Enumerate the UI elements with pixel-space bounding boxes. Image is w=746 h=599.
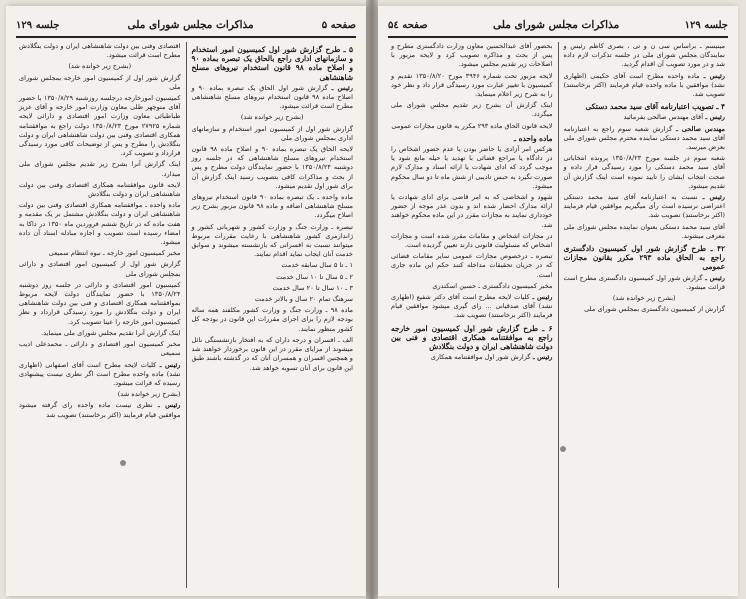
paragraph-text: گزارش شور اول از کمیسیون امور خارجه بمجلس شورای ملی bbox=[19, 73, 181, 91]
left-page-left-column bbox=[14, 42, 186, 588]
left-page-right-column bbox=[187, 42, 359, 588]
speaker-label: رئیس ـ bbox=[702, 273, 725, 282]
paragraph-text: گزارش شعبه سوم راجع به اعتبارنامه آقای سید محمد دستکی نماینده محترم مجلس شورای ملی بعرض میرسد. bbox=[563, 124, 725, 152]
paragraph-text: گزارش از کمیسیون دادگستری بمجلس شورای ملی bbox=[584, 305, 725, 314]
paragraph bbox=[192, 125, 354, 143]
paragraph-text: ۱ ـ تا ۵ سال سابقه خدمت bbox=[281, 261, 353, 270]
book-gutter bbox=[366, 0, 378, 599]
paragraph bbox=[391, 353, 553, 362]
paragraph bbox=[192, 273, 354, 282]
paragraph-text: کلیات لایحه مطرح است آقای دکتر شفیع (اظهاری نشد) آقای صدقیانی ... رای گیری میشود موافقین قیام فرمایند (اکثر برخاستند) تصویب شد. bbox=[391, 293, 553, 320]
left-page bbox=[6, 6, 366, 596]
paragraph bbox=[391, 293, 553, 321]
paragraph bbox=[564, 223, 726, 241]
paragraph-text: ۶ ـ طرح گزارش شور اول کمیسیون امور خارجه راجع به موافقتنامه همکاری اقتصادی و فنی بین دولت شاهنشاهی ایران و دولت بنگلادش bbox=[391, 323, 553, 352]
paragraph bbox=[391, 282, 553, 291]
speaker-label: رئیس ـ bbox=[152, 401, 181, 410]
paragraph bbox=[19, 281, 181, 327]
paragraph bbox=[19, 401, 181, 419]
ink-blot bbox=[120, 460, 126, 466]
paragraph bbox=[391, 193, 553, 230]
paragraph-text: گزارش شور اول موافقتنامه همکاری bbox=[430, 353, 531, 362]
paragraph-text: اقتصادی وفنی بین دولت شاهنشاهی ایران و دولت بنگلادش مطرح است قرائت میشود. bbox=[19, 42, 181, 60]
paragraph bbox=[391, 72, 553, 100]
right-page-number: صفحه ۵٤ bbox=[388, 19, 428, 31]
paragraph bbox=[564, 72, 726, 100]
left-page-title: مذاکرات مجلس شورای ملی bbox=[127, 19, 254, 31]
paragraph bbox=[192, 223, 354, 260]
paragraph-text: لایحه مزبور تحت شماره ۳۹۴۶ مورخ ۱۳۵۰/۸/۲۰ تقدیم و کمیسیون با تغییر عبارت مورد رسیدگی قرار داد و نظر خود را به شرح زیر اعلام مینماید. bbox=[391, 71, 553, 99]
right-page-session: جلسه ۱۲۹ bbox=[684, 19, 728, 31]
paragraph-text: مخبر کمیسیون دادگستری ـ حسین اسکندری bbox=[432, 281, 553, 290]
paragraph bbox=[19, 42, 181, 60]
paragraph bbox=[192, 193, 354, 221]
speaker-label: رئیس ـ bbox=[699, 71, 725, 80]
paragraph-text: در مجازات اشخاص و مقامات مقرر شده است و مجازات اشخاص که مسئولیت قانونی دارند تعیین گردیده است. bbox=[391, 231, 553, 250]
right-page bbox=[378, 6, 738, 596]
paragraph-text: مخبر کمیسیون امور اقتصادی و دارائی ـ محمدعلی ادیب سمیعی bbox=[19, 340, 181, 358]
paragraph bbox=[564, 274, 726, 292]
section-heading bbox=[564, 102, 726, 111]
paragraph bbox=[391, 122, 553, 131]
paragraph bbox=[564, 125, 726, 153]
paragraph bbox=[192, 336, 354, 373]
section-heading bbox=[192, 45, 354, 82]
paragraph-text: کمیسیون امورخارجه درجلسه روزشنبه ۱۳۵۰/۸/۲۹ با حضور آقای منوچهر ظلی معاون وزارت امور خارجه و آقای عزیز طباطبائی معاون وزارت امور اقتصادی و دارائی لایحه شماره ۲۷۹۲۵ مورخ ۱۳۵۰/۸/۲۳ دولت راجع به موافقتنامه همکاری اقتصادی وفنی بین دولت شاهنشاهی ایران و دولت بنگلادش را مطرح و پس از توضیحات کافی مورد رسیدگی قرارداد و تصویب کرد. bbox=[19, 94, 181, 158]
paragraph bbox=[391, 232, 553, 250]
paragraph bbox=[192, 295, 354, 304]
paragraph-text: ۴ ـ تصویب اعتبارنامه آقای سید محمد دستکی bbox=[585, 102, 725, 112]
paragraph-text: تبصره ـ وزارت جنگ و وزارت کشور و شهربانی کشور و ژاندارمری کشور شاهنشاهی با رعایت مقررات مربوط میتوانند نسبت به افسرانی که بازنشسته میشوند و سوابق خدمت آنان ایجاب نماید اقدام نمایند. bbox=[191, 222, 353, 259]
section-heading bbox=[564, 244, 726, 272]
speaker-label: رئیس ـ bbox=[697, 193, 725, 202]
paragraph-text: هرکس امر آزادی یا حاضر بودن یا عدم حضور اشخاص را در دادگاه یا مراجع قضائی با تهدید یا حیله مانع شود یا موجب گردد که ادای شهادت یا ارائه اسناد و مدارک لازم صورت نگیرد به حبس تادیبی از شش ماه تا دو سال محکوم میشود. bbox=[391, 145, 553, 190]
paragraph-text: گزارش شور اول از کمیسیون امور استخدام و سازمانهای اداری بمجلس شورای ملی bbox=[191, 124, 353, 142]
paragraph bbox=[19, 181, 181, 199]
paragraph bbox=[19, 74, 181, 92]
paragraph bbox=[19, 94, 181, 158]
paragraph-text: ماده واحده ـ موافقتنامه همکاری اقتصادی وفنی بین دولت شاهنشاهی ایران و دولت بنگلادش مشتمل بر یک مقدمه و هفت ماده که در تاریخ ششم فروردین ماه ۱۳۵۰ در داکا به امضاء رسیده است تصویب و اجازه مبادله اسناد آن داده میشود. bbox=[19, 201, 181, 247]
paragraph-text: (بشرح زیر خوانده شد) bbox=[612, 294, 676, 303]
right-page-left-column bbox=[386, 42, 558, 588]
paragraph bbox=[19, 329, 181, 338]
section-heading bbox=[391, 134, 553, 143]
paragraph-text: نظری نیست ماده واحده رای گرفته میشود موافقین قیام فرمایند (اکثر برخاستند) تصویب شد bbox=[19, 401, 181, 419]
paragraph bbox=[391, 101, 553, 119]
paragraph-text: لایحه الحاق یک تبصره بماده ۹۰ و اصلاح ماده ۹۸ قانون استخدام نیروهای مسلح شاهنشاهی که در جلسه روز دوشنبه ۱۳۵۰/۸/۲۴ با حضور نمایندگان دولت مطرح و پس از بحث و مذاکرات کافی بتصویب رسید اینک گزارش آن برای شور اول تقدیم میشود. bbox=[191, 145, 354, 190]
paragraph bbox=[564, 113, 726, 122]
paragraph-text: نسبت به اعتبارنامه آقای سید محمد دستکی اعتراضی نرسیده است رأی میگیریم موافقین قیام فرمایند (اکثر برخاستند) تصویب شد. bbox=[563, 193, 725, 220]
section-heading bbox=[391, 324, 553, 352]
paragraph-text: تبصره ـ درخصوص مجازات عمومی سایر مقامات قضائی که در جریان تحقیقات مداخله کنند حکم این ماده جاری است. bbox=[391, 252, 553, 279]
paragraph bbox=[19, 361, 181, 389]
paragraph-text: (بشرح زیر خوانده شد) bbox=[68, 62, 132, 71]
paragraph-text: (بشرح زیر خوانده شد) bbox=[240, 113, 304, 122]
stage-note bbox=[192, 113, 354, 122]
paragraph bbox=[19, 340, 181, 358]
paragraph-text: لایحه قانون موافقتنامه همکاری اقتصادی وفنی بین دولت شاهنشاهی ایران و دولت بنگلادش bbox=[19, 180, 181, 199]
stage-note bbox=[564, 294, 726, 303]
paragraph-text: مینیسم ـ براساس سی ن و تی ، بصری کاظم رئیس و نمایندگان مجلس شورای ملی در جلسه تذکرات لازم داده شد و در مورد تصویب آن اقدام گردید. bbox=[563, 42, 725, 69]
paragraph bbox=[192, 261, 354, 270]
paragraph-text: ۳ ـ ۱۰ سال تا ۲۰ سال خدمت bbox=[272, 283, 353, 292]
paragraph-text: سرهنگ تمام ۲۰ سال و بالاتر خدمت bbox=[254, 295, 353, 304]
paragraph-text: شعبه سوم در جلسه مورخ ۱۳۵۰/۸/۲۳ پرونده انتخاباتی آقای سید محمد دستکی را مورد رسیدگی قرار داده و صحت انتخاب ایشان را تایید نموده است اینک گزارش آن تقدیم میشود. bbox=[563, 154, 725, 190]
paragraph-text: ۲ ـ ۵ سال تا ۱۰ سال خدمت bbox=[276, 272, 353, 281]
paragraph bbox=[564, 193, 726, 221]
paragraph-text: ماده واحده مطرح است آقای حکیمی (اظهاری نشد) موافقین با ماده واحده قیام فرمایند (اکثر برخاستند) تصویب شد. bbox=[563, 71, 725, 99]
right-page-header bbox=[388, 14, 728, 38]
left-page-session: جلسه ۱۲۹ bbox=[16, 19, 60, 31]
paragraph-text: آقای مهندس صالحی بفرمائید bbox=[623, 113, 704, 122]
paragraph-text: کلیات لایحه مطرح است آقای اصفهانی (اظهاری نشد) ماده واحده مطرح است اگر نظری نیست پیشنهادی رسیده که قرائت میشود. bbox=[19, 360, 181, 387]
paragraph bbox=[19, 160, 181, 178]
paragraph-text: اینک گزارش آنرا بشرح زیر تقدیم مجلس شورای ملی میدارد. bbox=[19, 160, 181, 178]
paragraph-text: اینک گزارش آن بشرح زیر تقدیم مجلس شورای ملی میگردد. bbox=[391, 101, 553, 119]
paragraph bbox=[564, 42, 726, 70]
right-page-title: مذاکرات مجلس شورای ملی bbox=[493, 19, 620, 31]
paragraph-text: آقای سید محمد دستکی بعنوان نماینده مجلس شورای ملی معرفی میشوند. bbox=[563, 222, 725, 240]
paragraph bbox=[192, 284, 354, 293]
speaker-label: رئیس ـ bbox=[529, 293, 553, 302]
paragraph bbox=[19, 260, 181, 278]
paragraph-text: گزارش شور اول از کمیسیون امور اقتصادی و دارائی بمجلس شورای ملی bbox=[19, 260, 181, 278]
paragraph-text: مخبر کمیسیون امور خارجه ـ نبوه انتظام سمیعی bbox=[48, 249, 181, 258]
right-page-columns bbox=[386, 42, 730, 588]
paragraph-text: ماده ۹۸ ـ وزارت جنگ و وزارت کشور مکلفند همه ساله بودجه لازم را برای اجرای مقررات این قانون در بودجه کل کشور منظور نمایند. bbox=[191, 306, 353, 333]
column-rule bbox=[558, 42, 559, 588]
paragraph-text: اینک گزارش آنرا تقدیم مجلس شورای ملی مینماید. bbox=[41, 328, 181, 337]
paragraph bbox=[19, 390, 181, 399]
paragraph bbox=[391, 42, 553, 70]
paragraph bbox=[19, 249, 181, 258]
paragraph-text: کمیسیون امور اقتصادی و دارائی در جلسه روز دوشنبه ۱۳۵۰/۸/۲۴ با حضور نمایندگان دولت لایحه مربوط بموافقتنامه همکاری اقتصادی و فنی بین دولت شاهنشاهی ایران و دولت بنگلادش را مورد رسیدگی قرارداد و نظر کمیسیون امور خارجه را عینا تصویب کرد. bbox=[19, 280, 181, 326]
speaker-label: رئیس ـ bbox=[327, 83, 353, 92]
stage-note bbox=[19, 62, 181, 71]
paragraph-text: گزارش شور اول کمیسیون دادگستری مطرح است قرائت میشود. bbox=[563, 273, 725, 291]
paragraph bbox=[391, 252, 553, 280]
paragraph bbox=[564, 154, 726, 191]
paragraph-text: بحضور آقای عبدالحسین معاون وزارت دادگستری مطرح و پس از بحث و مذاکره تصویب کرد و لایحه مزبور با اصلاحات زیر تقدیم مجلس میشود. bbox=[391, 42, 553, 69]
paragraph-text: (بشرح زیر خوانده شد) bbox=[117, 390, 181, 399]
left-page-header bbox=[16, 14, 356, 38]
paragraph-text: ۵ ـ طرح گزارش شور اول کمیسیون امور استخدام و سازمانهای اداری راجع بالحاق یک تبصره بماده ۹۰ و اصلاح ماده ۹۸ قانون استخدام نیروهای مسلح شاهنشاهی bbox=[191, 45, 354, 82]
paragraph bbox=[192, 145, 354, 191]
speaker-label: رئیس ـ bbox=[703, 113, 725, 122]
speaker-label: رئیس ـ bbox=[156, 360, 181, 369]
left-page-columns bbox=[14, 42, 358, 588]
paragraph-text: ۴۲ ـ طرح گزارش شور اول کمیسیون دادگستری راجع به الحاق ماده ۲۹۳ مکرر بقانون مجازات عمومی bbox=[563, 244, 726, 272]
right-page-right-column bbox=[559, 42, 731, 588]
column-rule bbox=[186, 42, 187, 588]
speaker-label: رئیس ـ bbox=[530, 353, 553, 362]
paragraph-text: ماده واحده ـ یک تبصره بماده ۹۰ قانون استخدام نیروهای مسلح شاهنشاهی اضافه و ماده ۹۸ قانون مزبور بشرح زیر اصلاح میگردد. bbox=[191, 193, 353, 220]
paragraph-text: شهود و اشخاصی که به امر قاضی برای ادای شهادت یا ارائه مدارک احضار شده اند و بدون عذر موجه از حضور خودداری نمایند به مجازات مقرر در این ماده محکوم خواهند شد. bbox=[391, 193, 553, 229]
paragraph-text: ماده واحده ـ bbox=[513, 133, 553, 143]
speaker-label: مهندس صالحی ـ bbox=[672, 124, 725, 133]
paragraph bbox=[564, 305, 726, 314]
paragraph bbox=[192, 84, 354, 112]
paragraph-text: لایحه قانون الحاق ماده ۲۹۳ مکرر به قانون مجازات عمومی bbox=[391, 121, 553, 130]
paragraph bbox=[19, 201, 181, 247]
paragraph bbox=[192, 306, 354, 334]
left-page-number: صفحه ۵ bbox=[321, 19, 356, 31]
ink-blot bbox=[560, 446, 566, 452]
paragraph-text: الف ـ افسران و درجه داران که به افتخار بازنشستگی نائل میشوند از مزایای مقرر در این قانون برخوردار خواهند شد و همچنین افسران و همسران آنان که در گذشته باشند طبق این قانون برای آنان تسویه خواهد شد. bbox=[191, 335, 353, 372]
paragraph-text: گزارش شور اول الحاق یک تبصره بماده ۹۰ و اصلاح ماده ۹۸ قانون استخدام نیروهای مسلح شاهنشاهی مطرح است قرائت میشود. bbox=[191, 83, 353, 111]
paragraph bbox=[391, 145, 553, 191]
